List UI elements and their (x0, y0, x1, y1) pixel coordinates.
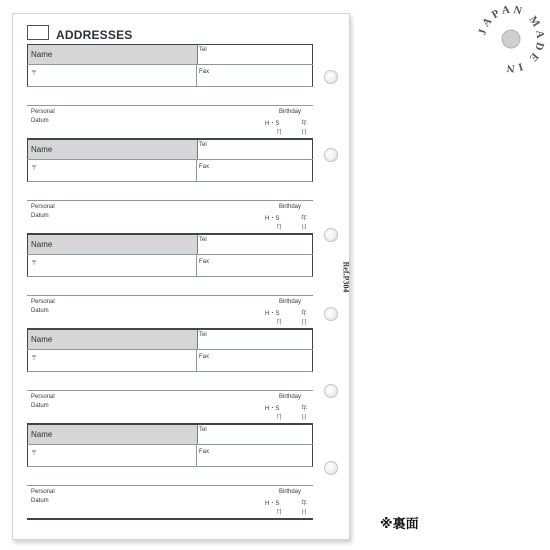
postal-mark: 〒 (31, 356, 38, 362)
day-label: 日 (301, 510, 308, 516)
month-label: 月 (276, 415, 283, 421)
era-label: H・S (265, 121, 280, 127)
column-divider (196, 444, 197, 466)
name-label: Name (31, 335, 53, 344)
datum-label: Datum (31, 498, 49, 504)
postal-mark: 〒 (31, 71, 38, 77)
column-divider (196, 349, 197, 371)
tel-label: Tel (199, 142, 207, 148)
address-card (27, 139, 313, 234)
era-label: H・S (265, 406, 280, 412)
binder-hole-icon (324, 70, 338, 84)
postal-mark: 〒 (31, 451, 38, 457)
postal-mark: 〒 (31, 166, 38, 172)
address-line (27, 295, 313, 296)
contact-box (27, 329, 313, 372)
address-line (27, 485, 313, 486)
row-divider (27, 444, 313, 445)
year-label: 年 (301, 216, 308, 222)
name-label: Name (31, 240, 53, 249)
name-field[interactable] (28, 330, 198, 350)
address-line (27, 105, 313, 106)
reverse-side-note: ※裏面 (380, 516, 419, 531)
address-line (27, 200, 313, 201)
row-divider (27, 254, 313, 255)
contact-box (27, 234, 313, 277)
address-card (27, 424, 313, 519)
personal-label: Personal (31, 299, 55, 305)
address-line (27, 390, 313, 391)
page-title: ADDRESSES (56, 28, 133, 42)
card-bottom-rule (27, 518, 313, 520)
birthday-label: Birthday (279, 299, 302, 305)
column-divider (196, 159, 197, 181)
day-label: 日 (301, 320, 308, 326)
datum-label: Datum (31, 308, 49, 314)
column-divider (196, 254, 197, 276)
year-label: 年 (301, 311, 308, 317)
day-label: 日 (301, 130, 308, 136)
ref-code: Ref.P304 (341, 261, 351, 293)
fax-label: Fax (199, 164, 210, 170)
binder-hole-icon (324, 148, 338, 162)
datum-label: Datum (31, 118, 49, 124)
tel-label: Tel (199, 47, 207, 53)
binder-hole-icon (324, 307, 338, 321)
personal-label: Personal (31, 109, 55, 115)
personal-label: Personal (31, 489, 55, 495)
contact-box (27, 424, 313, 467)
birthday-label: Birthday (279, 489, 302, 495)
postal-mark: 〒 (31, 261, 38, 267)
address-card (27, 44, 313, 139)
month-label: 月 (276, 225, 283, 231)
year-label: 年 (301, 406, 308, 412)
binder-hole-icon (324, 461, 338, 475)
row-divider (27, 159, 313, 160)
tel-label: Tel (199, 237, 207, 243)
datum-label: Datum (31, 403, 49, 409)
month-label: 月 (276, 510, 283, 516)
personal-label: Personal (31, 394, 55, 400)
tel-label: Tel (199, 332, 207, 338)
year-label: 年 (301, 121, 308, 127)
birthday-label: Birthday (279, 394, 302, 400)
birthday-label: Birthday (279, 109, 302, 115)
era-label: H・S (265, 311, 280, 317)
row-divider (27, 64, 313, 65)
binder-hole-icon (324, 384, 338, 398)
tel-label: Tel (199, 427, 207, 433)
name-label: Name (31, 430, 53, 439)
day-label: 日 (301, 225, 308, 231)
name-field[interactable] (28, 425, 198, 445)
name-field[interactable] (28, 140, 198, 160)
era-label: H・S (265, 216, 280, 222)
address-card (27, 234, 313, 329)
fax-label: Fax (199, 449, 210, 455)
month-label: 月 (276, 130, 283, 136)
address-refill-sheet (12, 13, 350, 540)
address-card (27, 329, 313, 424)
binder-hole-icon (324, 228, 338, 242)
personal-label: Personal (31, 204, 55, 210)
title-checkbox (27, 25, 49, 40)
column-divider (196, 64, 197, 86)
stamp-text: JAPAN MADE IN (476, 3, 547, 75)
name-label: Name (31, 145, 53, 154)
day-label: 日 (301, 415, 308, 421)
name-field[interactable] (28, 235, 198, 255)
row-divider (27, 349, 313, 350)
made-in-japan-stamp (472, 0, 550, 78)
contact-box (27, 139, 313, 182)
name-field[interactable] (28, 45, 198, 65)
year-label: 年 (301, 501, 308, 507)
fax-label: Fax (199, 259, 210, 265)
datum-label: Datum (31, 213, 49, 219)
name-label: Name (31, 50, 53, 59)
contact-box (27, 44, 313, 87)
month-label: 月 (276, 320, 283, 326)
stamp-dot (502, 30, 520, 48)
birthday-label: Birthday (279, 204, 302, 210)
era-label: H・S (265, 501, 280, 507)
fax-label: Fax (199, 69, 210, 75)
fax-label: Fax (199, 354, 210, 360)
